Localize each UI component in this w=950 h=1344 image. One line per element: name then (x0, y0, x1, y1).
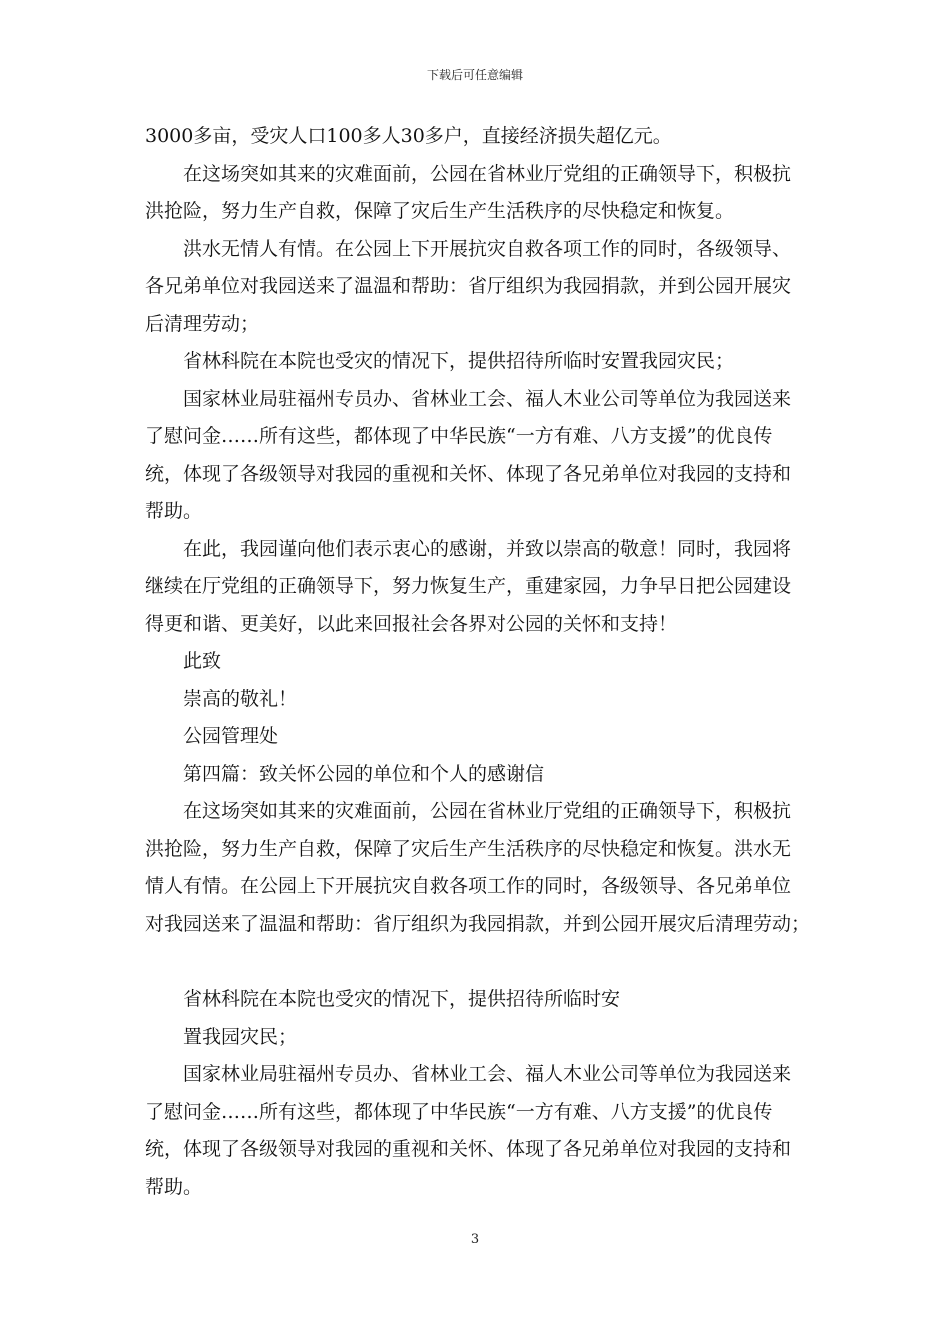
text-line: 洪水无情人有情。在公园上下开展抗灾自救各项工作的同时，各级领导、 (183, 237, 792, 260)
paragraph (145, 793, 825, 943)
text-line: 继续在厅党组的正确领导下，努力恢复生产，重建家园，力争早日把公园建设 (145, 575, 792, 597)
paragraph (145, 1019, 825, 1057)
paragraph (145, 718, 825, 756)
text-line: 洪抢险，努力生产自救，保障了灾后生产生活秩序的尽快稳定和恢复。 (145, 200, 735, 222)
text-line: 置我园灾民； (183, 1025, 298, 1048)
text-line: 第四篇：致关怀公园的单位和个人的感谢信 (183, 762, 545, 785)
page-number: 3 (470, 1232, 480, 1247)
paragraph (145, 981, 825, 1019)
text-line: 帮助。 (145, 500, 203, 522)
paragraph (145, 643, 825, 681)
text-line: 得更和谐、更美好，以此来回报社会各界对公园的关怀和支持！ (145, 612, 678, 635)
paragraph (145, 381, 825, 531)
paragraph (145, 1056, 825, 1206)
text-line: 对我园送来了温温和帮助：省厅组织为我园捐款，并到公园开展灾后清理劳动； (145, 912, 811, 935)
text-line: 了慰问金……所有这些，都体现了中华民族“一方有难、八方支援”的优良传 (145, 425, 773, 447)
text-line: 3000多亩，受灾人口100多人30多户，直接经济损失超亿元。 (145, 125, 672, 147)
text-line: 在此，我园谨向他们表示衷心的感谢，并致以崇高的敬意！同时，我园将 (183, 537, 792, 560)
document-body (145, 118, 825, 1206)
text-line: 国家林业局驻福州专员办、省林业工会、福人木业公司等单位为我园送来 (183, 1063, 792, 1085)
text-line: 省林科院在本院也受灾的情况下，提供招待所临时安置我园灾民； (183, 350, 735, 372)
text-line: 统，体现了各级领导对我园的重视和关怀、体现了各兄弟单位对我园的支持和 (145, 1138, 792, 1160)
paragraph (145, 681, 825, 719)
paragraph (145, 343, 825, 381)
text-line: 统，体现了各级领导对我园的重视和关怀、体现了各兄弟单位对我园的支持和 (145, 462, 792, 485)
paragraph (145, 531, 825, 644)
text-line: 在这场突如其来的灾难面前，公园在省林业厅党组的正确领导下，积极抗 (183, 800, 792, 822)
text-line: 省林科院在本院也受灾的情况下，提供招待所临时安 (183, 988, 621, 1010)
text-line: 国家林业局驻福州专员办、省林业工会、福人木业公司等单位为我园送来 (183, 387, 792, 410)
page-header: 下载后可任意编辑 (426, 68, 523, 82)
paragraph (145, 118, 825, 156)
text-line: 情人有情。在公园上下开展抗灾自救各项工作的同时，各级领导、各兄弟单位 (145, 875, 792, 897)
text-line: 各兄弟单位对我园送来了温温和帮助：省厅组织为我园捐款，并到公园开展灾 (145, 275, 792, 297)
text-line: 洪抢险，努力生产自救，保障了灾后生产生活秩序的尽快稳定和恢复。洪水无 (145, 837, 792, 860)
text-line: 帮助。 (145, 1175, 203, 1198)
text-line: 崇高的敬礼！ (183, 687, 298, 710)
paragraph (145, 231, 825, 344)
paragraph (145, 756, 825, 794)
text-line: 此致 (183, 650, 222, 672)
text-line: 公园管理处 (183, 725, 279, 747)
text-line: 在这场突如其来的灾难面前，公园在省林业厅党组的正确领导下，积极抗 (183, 162, 792, 185)
paragraph-gap (145, 943, 825, 981)
text-line: 后清理劳动； (145, 312, 260, 335)
paragraph (145, 156, 825, 231)
text-line: 了慰问金……所有这些，都体现了中华民族“一方有难、八方支援”的优良传 (145, 1100, 773, 1123)
